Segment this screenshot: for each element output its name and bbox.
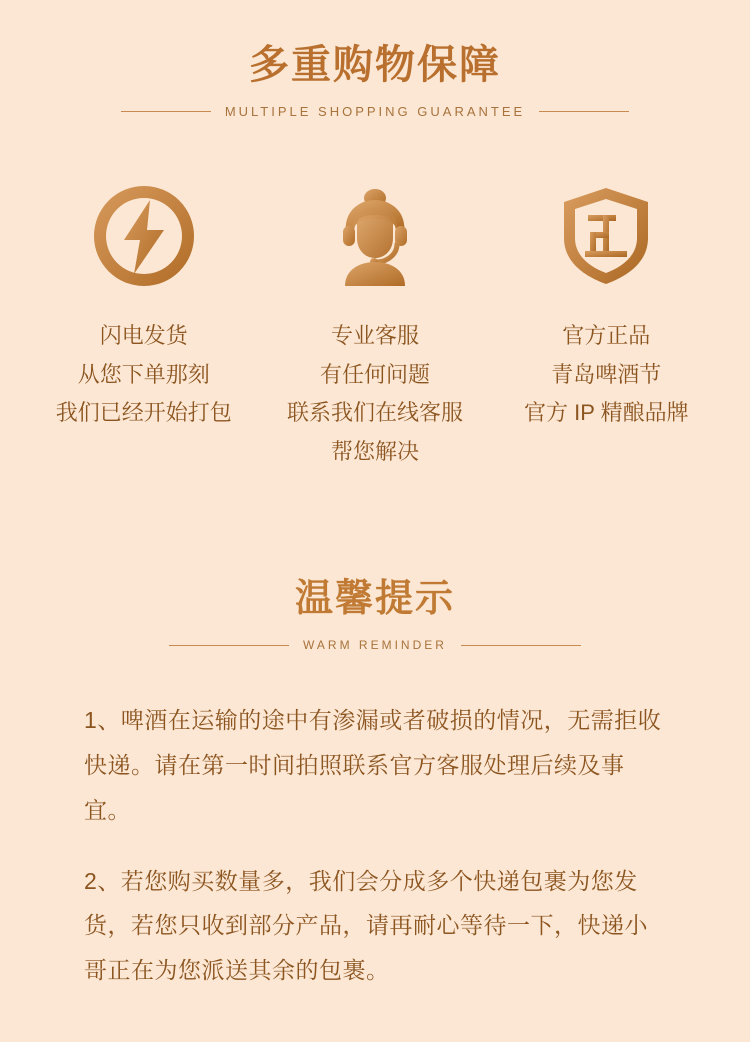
authentic-shield-icon <box>491 181 722 291</box>
divider-line-left <box>169 645 289 646</box>
reminder-note: 1、啤酒在运输的途中有渗漏或者破损的情况，无需拒收快递。请在第一时间拍照联系官方客服处理后续及事宜。 <box>84 707 662 823</box>
reminder-title: 温馨提示 <box>294 578 455 620</box>
divider-line-right <box>539 111 629 112</box>
guarantee-text-authentic <box>491 317 722 433</box>
guarantee-text-service <box>259 317 490 471</box>
guarantee-column-authentic <box>491 181 722 433</box>
reminder-subtitle: WARM REMINDER <box>303 638 447 652</box>
reminder-notes <box>0 698 750 993</box>
guarantee-line: 专业客服 <box>330 323 419 348</box>
guarantee-line: 帮您解决 <box>330 438 419 464</box>
reminder-note: 2、若您购买数量多，我们会分成多个快递包裹为您发货，若您只收到部分产品，请再耐心等待一下，快递小哥正在为您派送其余的包裹。 <box>84 867 648 984</box>
guarantee-column-shipping <box>28 181 259 433</box>
guarantee-text-shipping <box>28 317 259 433</box>
guarantee-line: 闪电发货 <box>99 323 188 348</box>
guarantee-line: 官方 IP 精酿品牌 <box>523 400 689 425</box>
guarantee-columns <box>0 181 750 471</box>
page-subtitle: MULTIPLE SHOPPING GUARANTEE <box>224 104 526 119</box>
guarantee-line: 官方正品 <box>562 323 651 348</box>
divider-line-left <box>121 111 211 112</box>
page-title: 多重购物保障 <box>249 43 501 87</box>
guarantee-section-header <box>0 42 750 119</box>
reminder-divider <box>0 638 750 652</box>
lightning-bolt-icon <box>28 181 259 291</box>
page-root <box>0 42 750 1042</box>
title-divider <box>0 104 750 119</box>
guarantee-line: 从您下单那刻 <box>77 361 210 387</box>
guarantee-line: 我们已经开始打包 <box>55 400 232 425</box>
reminder-section-header <box>0 567 750 652</box>
divider-line-right <box>461 645 581 646</box>
guarantee-line: 有任何问题 <box>319 361 430 387</box>
guarantee-line: 联系我们在线客服 <box>286 400 463 425</box>
guarantee-line: 青岛啤酒节 <box>551 361 662 387</box>
customer-service-agent-icon <box>259 181 490 291</box>
guarantee-column-service <box>259 181 490 471</box>
